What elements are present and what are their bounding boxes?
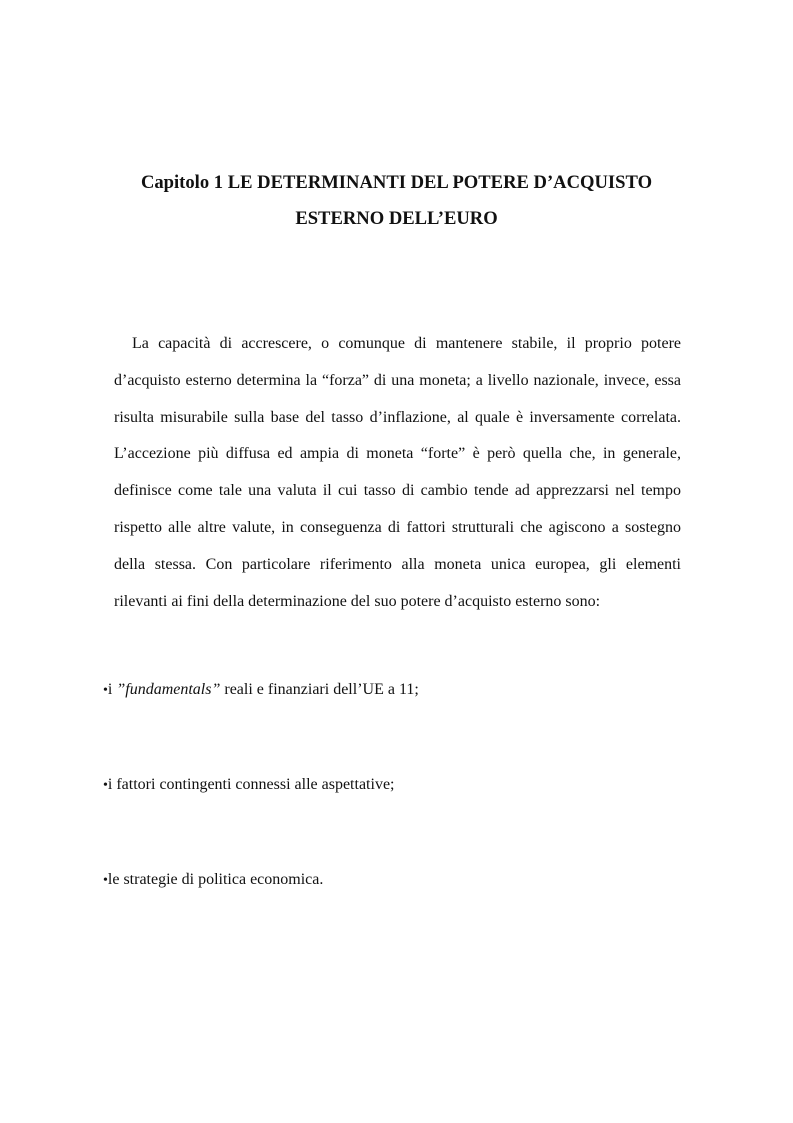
chapter-title-line-1: Capitolo 1 LE DETERMINANTI DEL POTERE D’ACQUISTO: [140, 172, 653, 193]
bullet-icon: •: [103, 778, 108, 793]
fundamentals-term: ”fundamentals”: [116, 681, 221, 698]
list-item-prefix: i: [107, 681, 117, 698]
body-paragraph: La capacità di accrescere, o comunque di mantenere stabile, il proprio potere d’acquisto esterno determina la “forza” di una moneta; a livello nazionale, invece, essa risulta misurabile sulla base del tasso d’inflazione, al quale è inversamente correlata. L’accezione più diffusa ed ampia di moneta “forte” è però quella che, in generale, definisce come tale una valuta il cui tasso di cambio tende ad apprezzarsi nel tempo rispetto alle altre valute, in conseguenza di fattori strutturali che agiscono a sostegno della stessa. Con particolare riferimento alla moneta unica europea, gli elementi rilevanti ai fini della determinazione del suo potere d’acquisto esterno sono:: [114, 335, 681, 610]
list-item-contingent-factors: [103, 775, 394, 796]
list-item-economic-policy: [103, 870, 323, 891]
chapter-title-line-2: ESTERNO DELL’EURO: [295, 208, 498, 229]
list-item-text: le strategie di politica economica.: [107, 871, 324, 888]
list-item-suffix: reali e finanziari dell’UE a 11;: [220, 681, 419, 698]
bullet-icon: •: [103, 873, 108, 888]
list-item-fundamentals: [103, 680, 419, 701]
bullet-icon: •: [103, 683, 108, 698]
chapter-title: [100, 165, 693, 237]
list-item-text: i fattori contingenti connessi alle aspettative;: [107, 776, 395, 793]
